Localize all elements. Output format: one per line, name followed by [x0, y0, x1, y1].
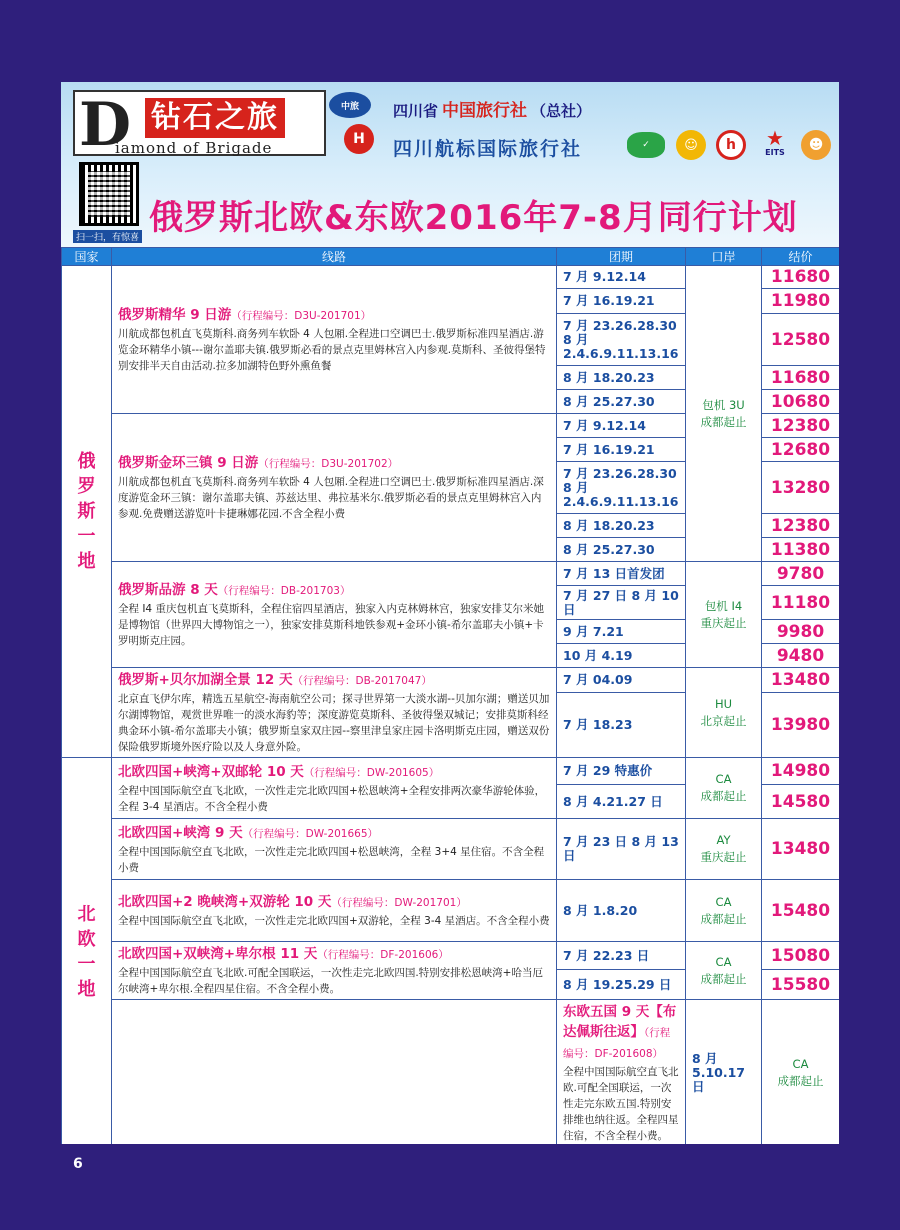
- route-cell: [112, 942, 557, 1000]
- price: 13980: [762, 693, 840, 758]
- port-city: 成都起止: [700, 971, 747, 986]
- partner-main: 中国旅行社: [442, 101, 528, 121]
- departure-date: 8 月 5.10.17 日: [686, 1000, 762, 1145]
- brand-name-cn: 钻石之旅: [145, 98, 285, 138]
- col-port: 口岸: [686, 248, 762, 266]
- price: 13280: [762, 462, 840, 514]
- departure-date: 7 月 29 特惠价: [557, 758, 686, 785]
- route-title: [118, 762, 550, 783]
- port-code: HU: [714, 696, 733, 711]
- departure-date: 7 月 9.12.14: [557, 414, 686, 438]
- col-route: 线路: [112, 248, 557, 266]
- port-cell: [686, 562, 762, 668]
- port-cell: [686, 880, 762, 942]
- partner-suffix: （总社）: [531, 102, 592, 120]
- hangbiao-logo-icon: H: [344, 124, 374, 154]
- brochure-header: [61, 82, 839, 247]
- brand-letter: D: [79, 90, 132, 160]
- departure-date: 7 月 23 日 8 月 13 日: [557, 819, 686, 880]
- region-nordic: [62, 758, 112, 1145]
- partner-line-1: [393, 96, 591, 121]
- departure-date: 7 月 27 日 8 月 10 日: [557, 586, 686, 620]
- route-code: （行程编号：DW-201605）: [303, 766, 440, 779]
- col-dates: 团期: [557, 248, 686, 266]
- port-code: 包机 I4: [704, 598, 743, 613]
- price: 11680: [762, 366, 840, 390]
- partner-logo-bee-icon: ☺: [676, 130, 706, 160]
- departure-date: 9 月 7.21: [557, 620, 686, 644]
- route-cell: [112, 880, 557, 942]
- route-cell: [112, 819, 557, 880]
- region-russia: [62, 266, 112, 758]
- port-code: CA: [715, 772, 732, 786]
- route-name: 俄罗斯金环三镇 9 日游: [118, 455, 259, 471]
- departure-date: 7 月 23.26.28.30 8 月 2.4.6.9.11.13.16: [557, 314, 686, 366]
- departure-date: 8 月 1.8.20: [557, 880, 686, 942]
- price: 14980: [762, 758, 840, 785]
- route-code: （行程编号：DB-2017047）: [292, 675, 432, 687]
- port-code: 包机 3U: [702, 397, 745, 412]
- price: 12380: [762, 514, 840, 538]
- qr-caption: 扫一扫，有惊喜: [73, 230, 142, 243]
- price: 13480: [762, 668, 840, 693]
- departure-date: 8 月 18.20.23: [557, 366, 686, 390]
- port-cell: [686, 668, 762, 758]
- route-name: 俄罗斯精华 9 日游: [118, 307, 232, 323]
- table-row: [62, 758, 840, 785]
- departure-date: 8 月 18.20.23: [557, 514, 686, 538]
- route-title: [118, 305, 550, 326]
- route-title: [118, 670, 550, 691]
- departure-date: 7 月 9.12.14: [557, 266, 686, 289]
- port-city: 成都起止: [700, 414, 747, 429]
- port-city: 成都起止: [700, 789, 747, 803]
- route-cell: [557, 1000, 686, 1145]
- table-row: [62, 562, 840, 586]
- partner-logo-green-icon: ✓: [627, 132, 665, 158]
- route-cell: [112, 668, 557, 758]
- price: 14580: [762, 785, 840, 819]
- departure-date: 8 月 25.27.30: [557, 538, 686, 562]
- route-name: 东欧五国 9 天【布达佩斯往返】: [563, 1004, 677, 1040]
- route-description: 全程中国国际航空直飞北欧.可配全国联运，一次性走完东欧五国.特别安排维也纳往返。全程四星住宿，不含全程小费。: [563, 1066, 679, 1142]
- route-code: （行程编号：DB-201703）: [217, 585, 351, 597]
- tour-table: [61, 247, 839, 1144]
- route-description: 全程 I4 重庆包机直飞莫斯科，全程住宿四星酒店，独家入内克林姆林宫，独家安排艾尔米她是博物馆（世界四大博物馆之一），独家安排莫斯科地铁参观+金环小镇-希尔盖耶夫小镇+卡罗明斯克庄园。: [118, 603, 544, 647]
- price: 11980: [762, 289, 840, 314]
- port-city: 成都起止: [777, 1074, 824, 1088]
- port-city: 北京起止: [700, 713, 747, 728]
- partner-line-2: 四川航标国际旅行社: [393, 138, 583, 160]
- price: 9480: [762, 644, 840, 668]
- price: 15580: [762, 970, 840, 1000]
- port-cell: [686, 266, 762, 562]
- price: 11380: [762, 538, 840, 562]
- departure-date: 7 月 18.23: [557, 693, 686, 758]
- price: 15480: [762, 880, 840, 942]
- eits-logo: [758, 128, 792, 162]
- price: 12380: [762, 414, 840, 438]
- table-row: [62, 942, 840, 970]
- route-description: 全程中国国际航空直飞北欧，一次性走完北欧四国+松恩峡湾，全程 3+4 星住宿。不含全程小费: [118, 845, 545, 874]
- table-row: [62, 880, 840, 942]
- table-header-row: [62, 248, 840, 266]
- price: 9980: [762, 620, 840, 644]
- departure-date: 7 月 16.19.21: [557, 438, 686, 462]
- route-code: （行程编号：DW-201701）: [331, 897, 467, 909]
- port-cell: [686, 819, 762, 880]
- departure-date: 8 月 19.25.29 日: [557, 970, 686, 1000]
- port-cell: [686, 942, 762, 1000]
- mascot-icon: ☻: [801, 130, 831, 160]
- qr-code: [79, 162, 139, 226]
- route-code: （行程编号：D3U-201702）: [258, 458, 399, 470]
- route-description: 川航成都包机直飞莫斯科.商务列车软卧 4 人包厢.全程进口空调巴士.俄罗斯标准四星酒店.深度游览金环三镇：谢尔盖耶夫镇、苏兹达里、弗拉基米尔.俄罗斯必看的景点克里姆林宫入内参观.免费赠送游览叶卡捷琳娜花园.不含全程小费: [118, 476, 544, 520]
- route-title: [118, 944, 550, 965]
- port-cell: [762, 1000, 840, 1145]
- region-eastern: [112, 1000, 557, 1145]
- brand-logo: [73, 90, 326, 160]
- route-code: （行程编号：DF-201606）: [317, 949, 449, 961]
- route-title: [563, 1002, 679, 1064]
- brand-name-en: iamond of Brigade: [115, 139, 273, 157]
- region-label: 北欧一地: [77, 904, 96, 1000]
- departure-date: 7 月 16.19.21: [557, 289, 686, 314]
- page-title: 俄罗斯北欧&东欧2016年7-8月同行计划: [149, 198, 798, 238]
- route-cell: [112, 562, 557, 668]
- route-code: （行程编号：DW-201665）: [242, 827, 379, 840]
- eits-label: EITS: [765, 148, 785, 157]
- route-name: 北欧四国+双峡湾+卑尔根 11 天: [118, 946, 318, 962]
- route-name: 北欧四国+峡湾+双邮轮 10 天: [118, 763, 304, 780]
- departure-date: 7 月 22.23 日: [557, 942, 686, 970]
- route-description: 川航成都包机直飞莫斯科.商务列车软卧 4 人包厢.全程进口空调巴士.俄罗斯标准四星酒店.游览金环精华小镇---谢尔盖耶夫镇.俄罗斯必看的景点克里姆林宫入内参观.莫斯科、圣彼得堡特别安排半天自由活动.拉多加湖特色野外熏鱼餐: [118, 328, 546, 372]
- route-title: [118, 892, 550, 913]
- port-code: CA: [715, 894, 732, 909]
- table-row: [62, 668, 840, 693]
- departure-date: 7 月 04.09: [557, 668, 686, 693]
- departure-date: 8 月 4.21.27 日: [557, 785, 686, 819]
- route-description: 全程中国国际航空直飞北欧，一次性走完北欧四国+双游轮，全程 3-4 星酒店。不含全程小费: [118, 915, 550, 927]
- route-name: 俄罗斯品游 8 天: [118, 582, 218, 598]
- partner-logo-red-icon: h: [716, 130, 746, 160]
- route-code: （行程编号：DF-201608）: [563, 1027, 671, 1060]
- route-title: [118, 580, 550, 601]
- route-name: 北欧四国+峡湾 9 天: [118, 824, 243, 841]
- partner-prefix: 四川省: [393, 102, 439, 120]
- table-row: [62, 266, 840, 289]
- port-city: 重庆起止: [700, 615, 747, 630]
- route-cell: [112, 266, 557, 414]
- departure-date: 7 月 13 日首发团: [557, 562, 686, 586]
- route-cell: [112, 758, 557, 819]
- route-name: 俄罗斯+贝尔加湖全景 12 天: [118, 672, 293, 688]
- departure-date: 7 月 23.26.28.30 8 月 2.4.6.9.11.13.16: [557, 462, 686, 514]
- price: 9780: [762, 562, 840, 586]
- cits-logo-icon: 中旅: [329, 92, 371, 118]
- table-row: [62, 819, 840, 880]
- port-cell: [686, 758, 762, 819]
- route-code: （行程编号：D3U-201701）: [231, 310, 372, 322]
- departure-date: 8 月 25.27.30: [557, 390, 686, 414]
- price: 11680: [762, 266, 840, 289]
- departure-date: 10 月 4.19: [557, 644, 686, 668]
- col-country: 国家: [62, 248, 112, 266]
- route-title: [118, 453, 550, 474]
- port-code: CA: [715, 954, 732, 969]
- route-name: 北欧四国+2 晚峡湾+双游轮 10 天: [118, 894, 332, 910]
- page-number: 6: [73, 1156, 83, 1172]
- table-row: [62, 1000, 840, 1145]
- route-title: [118, 823, 550, 844]
- route-description: 全程中国国际航空直飞北欧，一次性走完北欧四国+松恩峡湾+全程安排两次豪华游轮体验，全程 3-4 星酒店。不含全程小费: [118, 784, 546, 813]
- route-description: 北京直飞伊尔库，精选五星航空-海南航空公司；探寻世界第一大淡水湖--贝加尔湖；赠送贝加尔湖博物馆，观赏世界唯一的淡水海豹等；深度游览莫斯科、圣彼得堡双城记；安排莫斯科经典金环小镇-希尔盖耶夫小镇；俄罗斯皇家双庄园--察里津皇家庄园卡洛明斯克庄园，赠送双份保险俄罗斯境外医疗险以及人身意外险。: [118, 693, 550, 753]
- price: 15080: [762, 942, 840, 970]
- price: 10680: [762, 390, 840, 414]
- price: 11180: [762, 586, 840, 620]
- route-cell: [112, 414, 557, 562]
- port-code: CA: [792, 1057, 809, 1071]
- region-label: 俄罗斯一地: [77, 451, 96, 572]
- route-description: 全程中国国际航空直飞北欧.可配全国联运，一次性走完北欧四国.特别安排松恩峡湾+哈当厄尔峡湾+卑尔根.全程四星住宿。不含全程小费。: [118, 967, 543, 995]
- brochure-page: [61, 82, 839, 1144]
- port-code: AY: [716, 833, 731, 847]
- price: 12680: [762, 438, 840, 462]
- port-city: 成都起止: [700, 911, 747, 926]
- col-price: 结价: [762, 248, 840, 266]
- port-city: 重庆起止: [700, 850, 747, 864]
- star-icon: ★: [766, 126, 784, 150]
- price: 12580: [762, 314, 840, 366]
- price: 13480: [762, 819, 840, 880]
